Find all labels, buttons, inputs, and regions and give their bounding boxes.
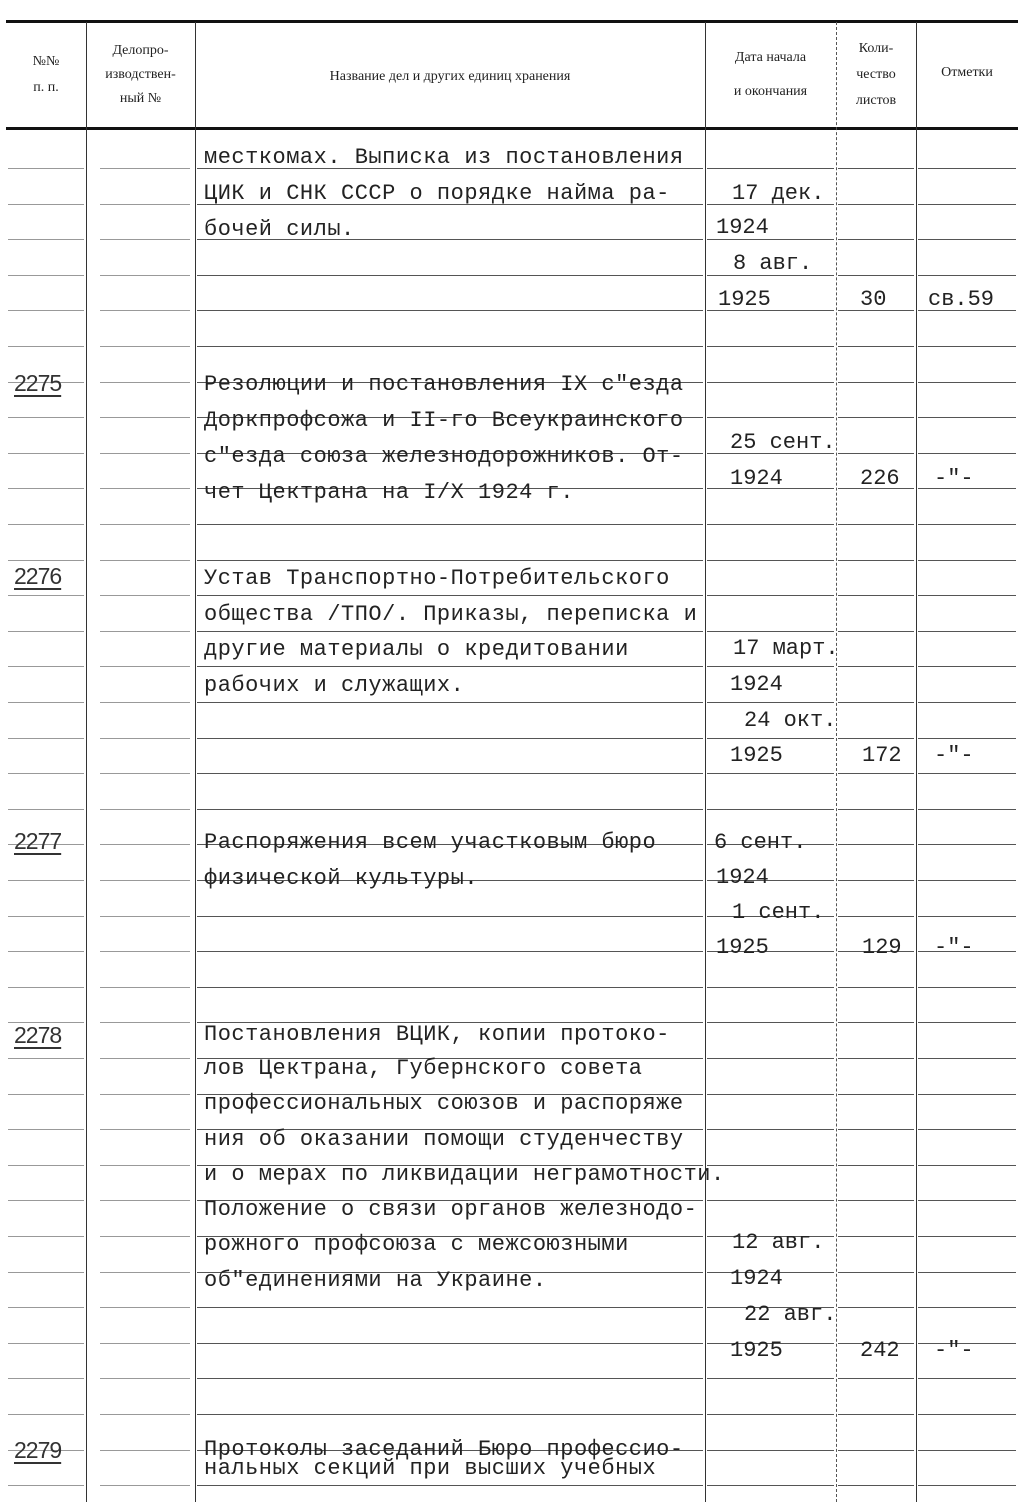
row-rule: [8, 1094, 84, 1095]
entry-number: 2276: [14, 563, 62, 589]
entry-sheet-count: 226: [860, 466, 900, 491]
entry-date: 1925: [716, 935, 769, 960]
header-number-line: №№: [32, 54, 60, 69]
row-rule: [838, 1485, 914, 1486]
row-rule: [100, 524, 190, 525]
row-rule: [918, 1485, 1016, 1486]
row-rule: [838, 1058, 914, 1059]
row-rule: [197, 1343, 703, 1344]
entry-note: -"-: [934, 935, 974, 960]
row-rule: [8, 773, 84, 774]
row-rule: [918, 275, 1016, 276]
header-count-line: Коли-: [858, 41, 894, 56]
entry-date: 1924: [716, 215, 769, 240]
row-rule: [707, 595, 834, 596]
row-rule: [100, 666, 190, 667]
header-dates: [705, 24, 836, 126]
row-rule: [8, 1343, 84, 1344]
row-rule: [100, 346, 190, 347]
entry-date: 6 сент.: [714, 830, 807, 855]
entry-date: 8 авг.: [733, 251, 813, 276]
row-rule: [838, 1414, 914, 1415]
row-rule: [8, 524, 84, 525]
entry-title-line: лов Цектрана, Губернского совета: [204, 1056, 643, 1081]
entry-title-line: другие материалы о кредитовании: [204, 637, 629, 662]
row-rule: [100, 310, 190, 311]
row-rule: [8, 1129, 84, 1130]
row-rule: [197, 346, 703, 347]
header-number: [6, 24, 86, 126]
row-rule: [707, 382, 834, 383]
entry-sheet-count: 172: [862, 743, 902, 768]
row-rule: [8, 204, 84, 205]
row-rule: [918, 524, 1016, 525]
row-rule: [707, 1378, 834, 1379]
row-rule: [707, 1094, 834, 1095]
entry-note: -"-: [934, 466, 974, 491]
row-rule: [918, 204, 1016, 205]
row-rule: [100, 560, 190, 561]
row-rule: [707, 987, 834, 988]
entry-date: 1 сент.: [732, 900, 825, 925]
entry-sheet-count: 242: [860, 1338, 900, 1363]
row-rule: [100, 987, 190, 988]
row-rule: [707, 417, 834, 418]
entry-date: 1924: [716, 865, 769, 890]
row-rule: [8, 702, 84, 703]
row-rule: [8, 916, 84, 917]
entry-note: -"-: [934, 1338, 974, 1363]
row-rule: [100, 916, 190, 917]
row-rule: [707, 1414, 834, 1415]
row-rule: [100, 1236, 190, 1237]
entry-title-line: и о мерах по ликвидации неграмотности.: [204, 1162, 725, 1187]
column-divider: [86, 22, 87, 1502]
row-rule: [197, 809, 703, 810]
row-rule: [918, 1094, 1016, 1095]
entry-title-line: ния об оказании помощи студенчеству: [204, 1127, 684, 1152]
row-rule: [838, 168, 914, 169]
row-rule: [918, 631, 1016, 632]
entry-date: 12 авг.: [732, 1230, 825, 1255]
entry-title-line: рожного профсоюза с межсоюзными: [204, 1232, 629, 1257]
row-rule: [8, 168, 84, 169]
entry-title-line: Постановления ВЦИК, копии протоко-: [204, 1022, 670, 1047]
header-count-line: листов: [855, 93, 897, 108]
row-rule: [100, 417, 190, 418]
row-rule: [100, 595, 190, 596]
row-rule: [838, 880, 914, 881]
row-rule: [838, 453, 914, 454]
row-rule: [100, 1450, 190, 1451]
row-rule: [838, 275, 914, 276]
row-rule: [707, 1129, 834, 1130]
row-rule: [838, 417, 914, 418]
entry-date: 1925: [730, 743, 783, 768]
row-rule: [8, 1236, 84, 1237]
row-rule: [918, 987, 1016, 988]
row-rule: [838, 773, 914, 774]
row-rule: [707, 773, 834, 774]
row-rule: [838, 1236, 914, 1237]
entry-date: 1925: [730, 1338, 783, 1363]
header-office-line: ный №: [119, 91, 162, 106]
row-rule: [8, 666, 84, 667]
row-rule: [707, 346, 834, 347]
entry-sheet-count: 30: [860, 287, 887, 312]
row-rule: [918, 382, 1016, 383]
row-rule: [838, 1022, 914, 1023]
header-dates-line: и окончания: [733, 84, 808, 99]
table-top-rule: [6, 20, 1018, 23]
row-rule: [918, 346, 1016, 347]
row-rule: [197, 666, 703, 667]
entry-title-line: физической культуры.: [204, 866, 479, 891]
entry-date: 25 сент.: [730, 430, 836, 455]
row-rule: [838, 239, 914, 240]
column-divider: [916, 22, 917, 1502]
entry-number: 2275: [14, 370, 62, 396]
header-dates-line: Дата начала: [734, 50, 807, 65]
entry-title-line: чет Цектрана на I/X 1924 г.: [204, 480, 574, 505]
entry-title-line: с"езда союза железнодорожников. От-: [204, 444, 684, 469]
row-rule: [918, 417, 1016, 418]
header-title: [195, 24, 705, 126]
row-rule: [8, 239, 84, 240]
row-rule: [100, 1378, 190, 1379]
entry-sheet-count: 129: [862, 935, 902, 960]
row-rule: [100, 1022, 190, 1023]
row-rule: [8, 809, 84, 810]
entry-date: 1925: [718, 287, 771, 312]
row-rule: [197, 916, 703, 917]
entry-title-line: ЦИК и СНК СССР о порядке найма ра-: [204, 181, 670, 206]
row-rule: [197, 275, 703, 276]
row-rule: [8, 310, 84, 311]
row-rule: [838, 1450, 914, 1451]
row-rule: [838, 1165, 914, 1166]
entry-date: 1924: [730, 466, 783, 491]
row-rule: [707, 738, 834, 739]
row-rule: [838, 524, 914, 525]
header-office-line: Делопро-: [112, 43, 169, 58]
entry-title-line: месткомах. Выписка из постановления: [204, 145, 684, 170]
row-rule: [838, 844, 914, 845]
header-bottom-rule: [6, 127, 1018, 130]
row-rule: [707, 809, 834, 810]
entry-number: 2278: [14, 1022, 62, 1048]
entry-title-line: общества /ТПО/. Приказы, переписка и: [204, 602, 698, 627]
row-rule: [707, 702, 834, 703]
row-rule: [8, 1378, 84, 1379]
row-rule: [197, 1414, 703, 1415]
row-rule: [707, 1485, 834, 1486]
row-rule: [707, 631, 834, 632]
entry-date: 1924: [730, 672, 783, 697]
row-rule: [918, 1129, 1016, 1130]
row-rule: [8, 560, 84, 561]
row-rule: [100, 204, 190, 205]
row-rule: [8, 1485, 84, 1486]
row-rule: [918, 1307, 1016, 1308]
row-rule: [918, 1272, 1016, 1273]
header-office-number: [86, 24, 195, 126]
entry-date: 1924: [730, 1266, 783, 1291]
entry-title-line: Протоколы заседаний Бюро профессио-: [204, 1437, 684, 1462]
row-rule: [918, 1236, 1016, 1237]
row-rule: [100, 1094, 190, 1095]
row-rule: [918, 1450, 1016, 1451]
entry-date: 17 дек.: [732, 181, 825, 206]
row-rule: [100, 773, 190, 774]
row-rule: [8, 417, 84, 418]
row-rule: [838, 809, 914, 810]
row-rule: [707, 1058, 834, 1059]
row-rule: [8, 1165, 84, 1166]
row-rule: [918, 738, 1016, 739]
row-rule: [707, 1022, 834, 1023]
entry-date: 17 март.: [733, 636, 839, 661]
row-rule: [100, 1343, 190, 1344]
row-rule: [707, 560, 834, 561]
header-sheet-count: [836, 24, 916, 126]
row-rule: [838, 1378, 914, 1379]
entry-date: 24 окт.: [744, 708, 837, 733]
column-divider: [195, 22, 196, 1502]
row-rule: [918, 666, 1016, 667]
row-rule: [100, 880, 190, 881]
header-title-text: Название дел и других единиц хранения: [329, 69, 571, 84]
row-rule: [8, 880, 84, 881]
row-rule: [100, 738, 190, 739]
row-rule: [707, 666, 834, 667]
column-divider: [705, 22, 706, 1502]
row-rule: [100, 275, 190, 276]
row-rule: [838, 1094, 914, 1095]
row-rule: [918, 809, 1016, 810]
row-rule: [707, 168, 834, 169]
row-rule: [100, 453, 190, 454]
row-rule: [100, 1307, 190, 1308]
row-rule: [100, 488, 190, 489]
row-rule: [8, 1200, 84, 1201]
row-rule: [100, 951, 190, 952]
row-rule: [838, 1307, 914, 1308]
row-rule: [8, 595, 84, 596]
row-rule: [8, 987, 84, 988]
row-rule: [100, 1129, 190, 1130]
entry-note: св.59: [928, 287, 995, 312]
entry-title-line: Распоряжения всем участковым бюро: [204, 830, 657, 855]
row-rule: [8, 951, 84, 952]
row-rule: [918, 844, 1016, 845]
row-rule: [918, 916, 1016, 917]
row-rule: [918, 773, 1016, 774]
entry-note: -"-: [934, 743, 974, 768]
row-rule: [100, 1414, 190, 1415]
entry-title-line: об"единениями на Украине.: [204, 1268, 547, 1293]
row-rule: [918, 595, 1016, 596]
entry-title-line: профессиональных союзов и распоряже: [204, 1091, 684, 1116]
row-rule: [838, 631, 914, 632]
row-rule: [8, 346, 84, 347]
row-rule: [197, 1307, 703, 1308]
row-rule: [918, 1414, 1016, 1415]
row-rule: [197, 738, 703, 739]
row-rule: [197, 310, 703, 311]
row-rule: [100, 1200, 190, 1201]
header-count-line: чество: [856, 67, 896, 82]
row-rule: [707, 524, 834, 525]
entry-title-line: рабочих и служащих.: [204, 673, 465, 698]
entry-title-line: бочей силы.: [204, 217, 355, 242]
row-rule: [918, 560, 1016, 561]
row-rule: [707, 1200, 834, 1201]
row-rule: [197, 560, 703, 561]
header-office-line: изводствен-: [105, 67, 176, 82]
header-number-line: п. п.: [33, 80, 59, 95]
entry-date: 22 авг.: [744, 1302, 837, 1327]
row-rule: [838, 702, 914, 703]
row-rule: [100, 1165, 190, 1166]
row-rule: [100, 809, 190, 810]
row-rule: [918, 1378, 1016, 1379]
row-rule: [838, 738, 914, 739]
row-rule: [918, 1200, 1016, 1201]
row-rule: [838, 1272, 914, 1273]
row-rule: [8, 1307, 84, 1308]
entry-title-line: Резолюции и постановления IX с"езда: [204, 372, 684, 397]
row-rule: [918, 702, 1016, 703]
row-rule: [8, 738, 84, 739]
row-rule: [838, 1200, 914, 1201]
row-rule: [838, 987, 914, 988]
row-rule: [100, 168, 190, 169]
header-notes: [916, 24, 1018, 126]
row-rule: [838, 595, 914, 596]
row-rule: [197, 702, 703, 703]
row-rule: [918, 453, 1016, 454]
header-notes-text: Отметки: [941, 65, 993, 80]
row-rule: [100, 382, 190, 383]
row-rule: [838, 916, 914, 917]
row-rule: [918, 1058, 1016, 1059]
row-rule: [838, 382, 914, 383]
entry-title-line: Доркпрофсожа и II-го Всеукраинского: [204, 408, 684, 433]
row-rule: [8, 488, 84, 489]
row-rule: [100, 1058, 190, 1059]
row-rule: [197, 524, 703, 525]
row-rule: [100, 844, 190, 845]
row-rule: [918, 168, 1016, 169]
row-rule: [8, 453, 84, 454]
row-rule: [100, 1485, 190, 1486]
row-rule: [100, 1272, 190, 1273]
entry-title-line: Устав Транспортно-Потребительского: [204, 566, 670, 591]
row-rule: [707, 1165, 834, 1166]
row-rule: [838, 666, 914, 667]
row-rule: [8, 1272, 84, 1273]
row-rule: [8, 1414, 84, 1415]
row-rule: [197, 595, 703, 596]
row-rule: [918, 1165, 1016, 1166]
row-rule: [8, 1058, 84, 1059]
entry-title-line: Положение о связи органов железнодо-: [204, 1197, 698, 1222]
row-rule: [197, 1378, 703, 1379]
row-rule: [838, 346, 914, 347]
row-rule: [838, 560, 914, 561]
row-rule: [838, 204, 914, 205]
row-rule: [8, 275, 84, 276]
entry-title-line: нальных секций при высших учебных: [204, 1456, 657, 1481]
row-rule: [197, 1485, 703, 1486]
row-rule: [918, 1022, 1016, 1023]
row-rule: [8, 631, 84, 632]
entry-number: 2279: [14, 1437, 62, 1463]
row-rule: [918, 880, 1016, 881]
row-rule: [918, 239, 1016, 240]
row-rule: [197, 951, 703, 952]
row-rule: [100, 631, 190, 632]
entry-number: 2277: [14, 828, 62, 854]
row-rule: [838, 1129, 914, 1130]
row-rule: [197, 773, 703, 774]
row-rule: [197, 631, 703, 632]
row-rule: [100, 702, 190, 703]
row-rule: [100, 239, 190, 240]
row-rule: [707, 1450, 834, 1451]
column-divider: [836, 22, 838, 1502]
row-rule: [197, 987, 703, 988]
